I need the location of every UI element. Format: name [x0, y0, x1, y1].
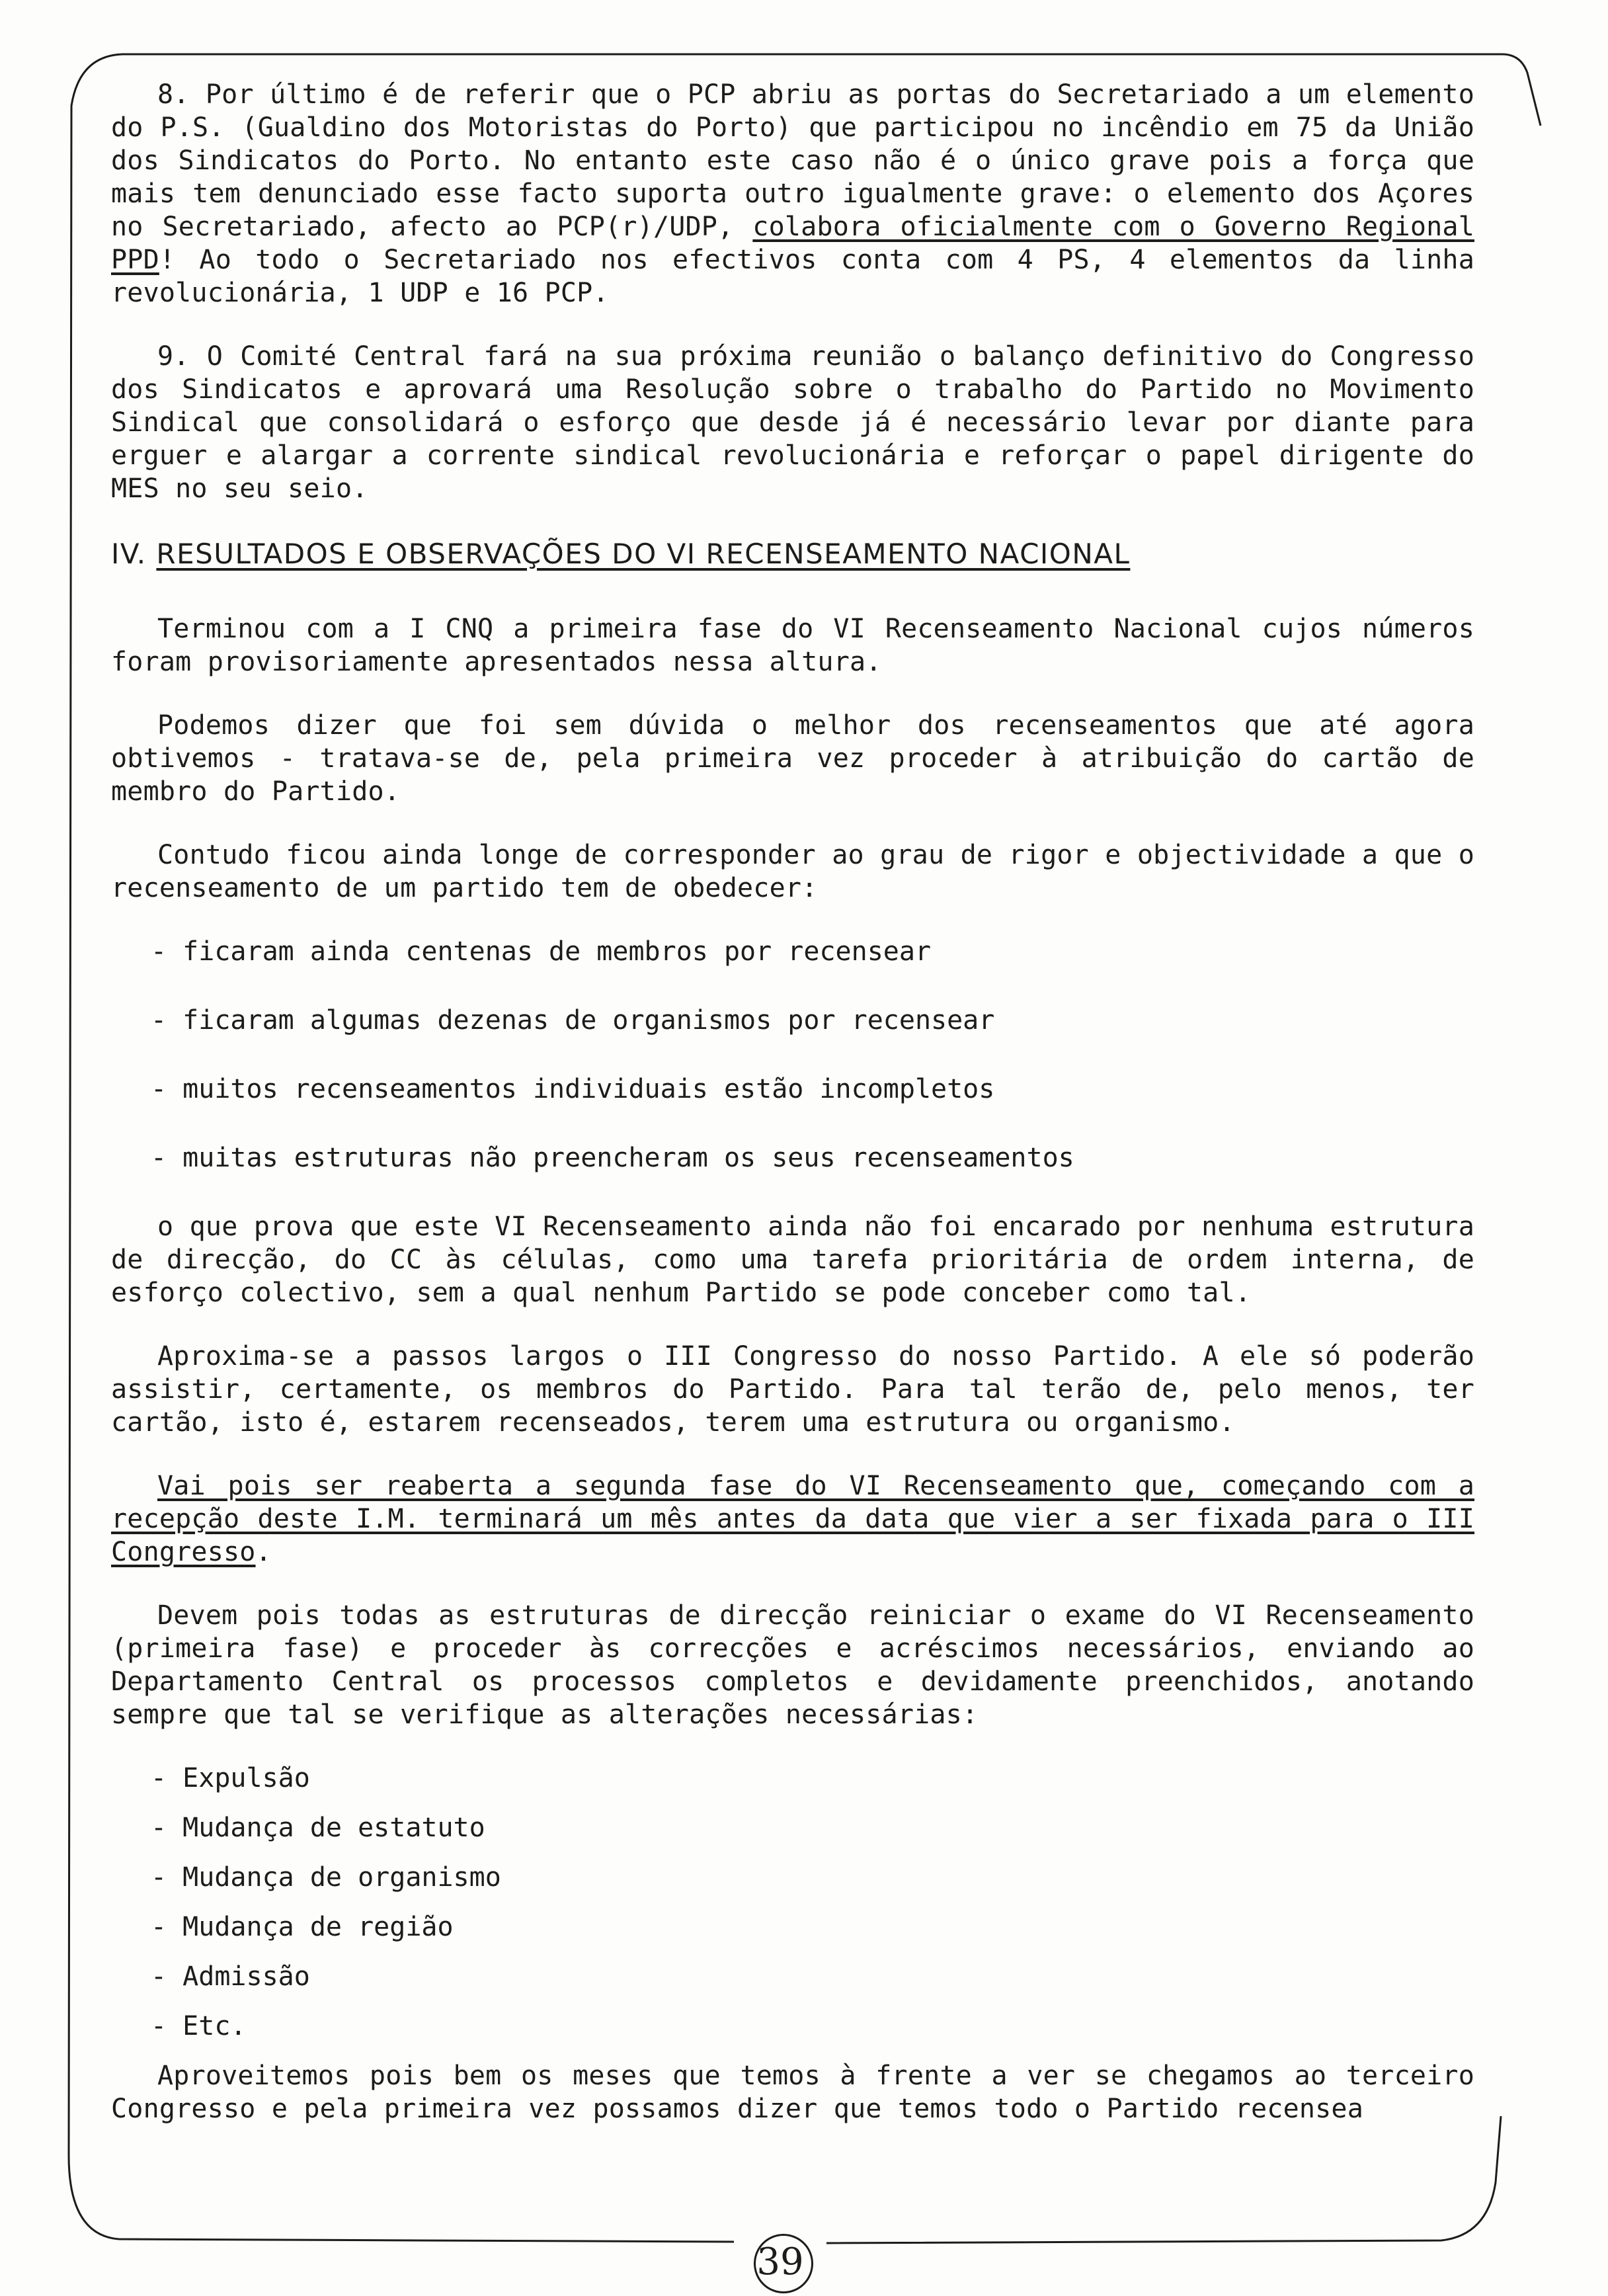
page-content	[111, 78, 1474, 2125]
list-item: - muitas estruturas não preencheram os seus recenseamentos	[151, 1143, 1074, 1173]
section-title: RESULTADOS E OBSERVAÇÕES DO VI RECENSEAMENTO NACIONAL	[156, 538, 1131, 570]
paragraph-closing: Aproveitemos pois bem os meses que temos à frente a ver se chegamos ao terceiro Congresso e pela primeira vez possamos dizer que temos todo o Partido recensea	[111, 2061, 1474, 2124]
paragraph-proof: o que prova que este VI Recenseamento ainda não foi encarado por nenhuma estrutura de direcção, do CC às células, como uma tarefa prioritária de ordem interna, de esforço colectivo, sem a qual nenhum Partido se pode conceber como tal.	[111, 1211, 1474, 1308]
shortcomings-list	[111, 935, 1474, 1174]
list-item: - Mudança de região	[151, 1912, 454, 1942]
paragraph-8-underlined: colabora oficialmente com o Governo Regional PPD	[111, 212, 1474, 275]
list-item: - muitos recenseamentos individuais estão incompletos	[151, 1074, 995, 1104]
paragraph-congress: Aproxima-se a passos largos o III Congresso do nosso Partido. A ele só poderão assistir, certamente, os membros do Partido. Para tal terão de, pelo menos, ter cartão, isto é, estarem recenseados, terem uma estrutura ou organismo.	[111, 1341, 1474, 1438]
paragraph-reopening	[111, 1469, 1474, 1569]
list-item: - Expulsão	[151, 1763, 310, 1793]
list-item: - ficaram ainda centenas de membros por recensear	[151, 936, 932, 967]
paragraph-instructions: Devem pois todas as estruturas de direcção reiniciar o exame do VI Recenseamento (primeira fase) e proceder às correcções e acréscimos necessários, enviando ao Departamento Central os processos completos e devidamente preenchidos, anotando sempre que tal se verifique as alterações necessárias:	[111, 1600, 1474, 1730]
list-item: - ficaram algumas dezenas de organismos por recensear	[151, 1005, 995, 1036]
paragraph-8	[111, 78, 1474, 309]
alterations-list	[111, 1762, 1474, 2043]
page-number: 39	[756, 2240, 804, 2283]
paragraph-9: 9. O Comité Central fará na sua próxima reunião o balanço definitivo do Congresso dos Sindicatos e aprovará uma Resolução sobre o trabalho do Partido no Movimento Sindical que consolidará o esforço que desde já é necessário levar por diante para erguer e alargar a corrente sindical revolucionária e reforçar o papel dirigente do MES no seu seio.	[111, 341, 1474, 504]
section-numeral: IV.	[111, 538, 147, 570]
paragraph-8-tail: ! Ao todo o Secretariado nos efectivos conta com 4 PS, 4 elementos da linha revolucionária, 1 UDP e 16 PCP.	[111, 245, 1474, 308]
paragraph-however: Contudo ficou ainda longe de corresponder ao grau de rigor e objectividade a que o recenseamento de um partido tem de obedecer:	[111, 840, 1474, 903]
section-heading	[111, 536, 1474, 573]
list-item: - Etc.	[151, 2011, 247, 2041]
list-item: - Admissão	[151, 1961, 310, 1992]
paragraph-reopening-tail: .	[255, 1537, 272, 1567]
paragraph-8-text: 8. Por último é de referir que o PCP abriu as portas do Secretariado a um elemento do P.S. (Gualdino dos Motoristas do Porto) que participou no incêndio em 75 da União dos Sindicatos do Porto. No entanto este caso não é o único grave pois a força que mais tem denunciado esse facto suporta outro igualmente grave: o elemento dos Açores no Secretariado, afecto ao PCP(r)/UDP,	[111, 79, 1474, 242]
list-item: - Mudança de estatuto	[151, 1813, 485, 1843]
paragraph-reopening-underlined: Vai pois ser reaberta a segunda fase do VI Recenseamento que, começando com a recepção deste I.M. terminará um mês antes da data que vier a ser fixada para o III Congresso	[111, 1471, 1474, 1567]
paragraph-intro: Terminou com a I CNQ a primeira fase do VI Recenseamento Nacional cujos números foram provisoriamente apresentados nessa altura.	[111, 614, 1474, 677]
paragraph-best-census: Podemos dizer que foi sem dúvida o melhor dos recenseamentos que até agora obtivemos - tratava-se de, pela primeira vez proceder à atribuição do cartão de membro do Partido.	[111, 710, 1474, 807]
list-item: - Mudança de organismo	[151, 1862, 501, 1893]
